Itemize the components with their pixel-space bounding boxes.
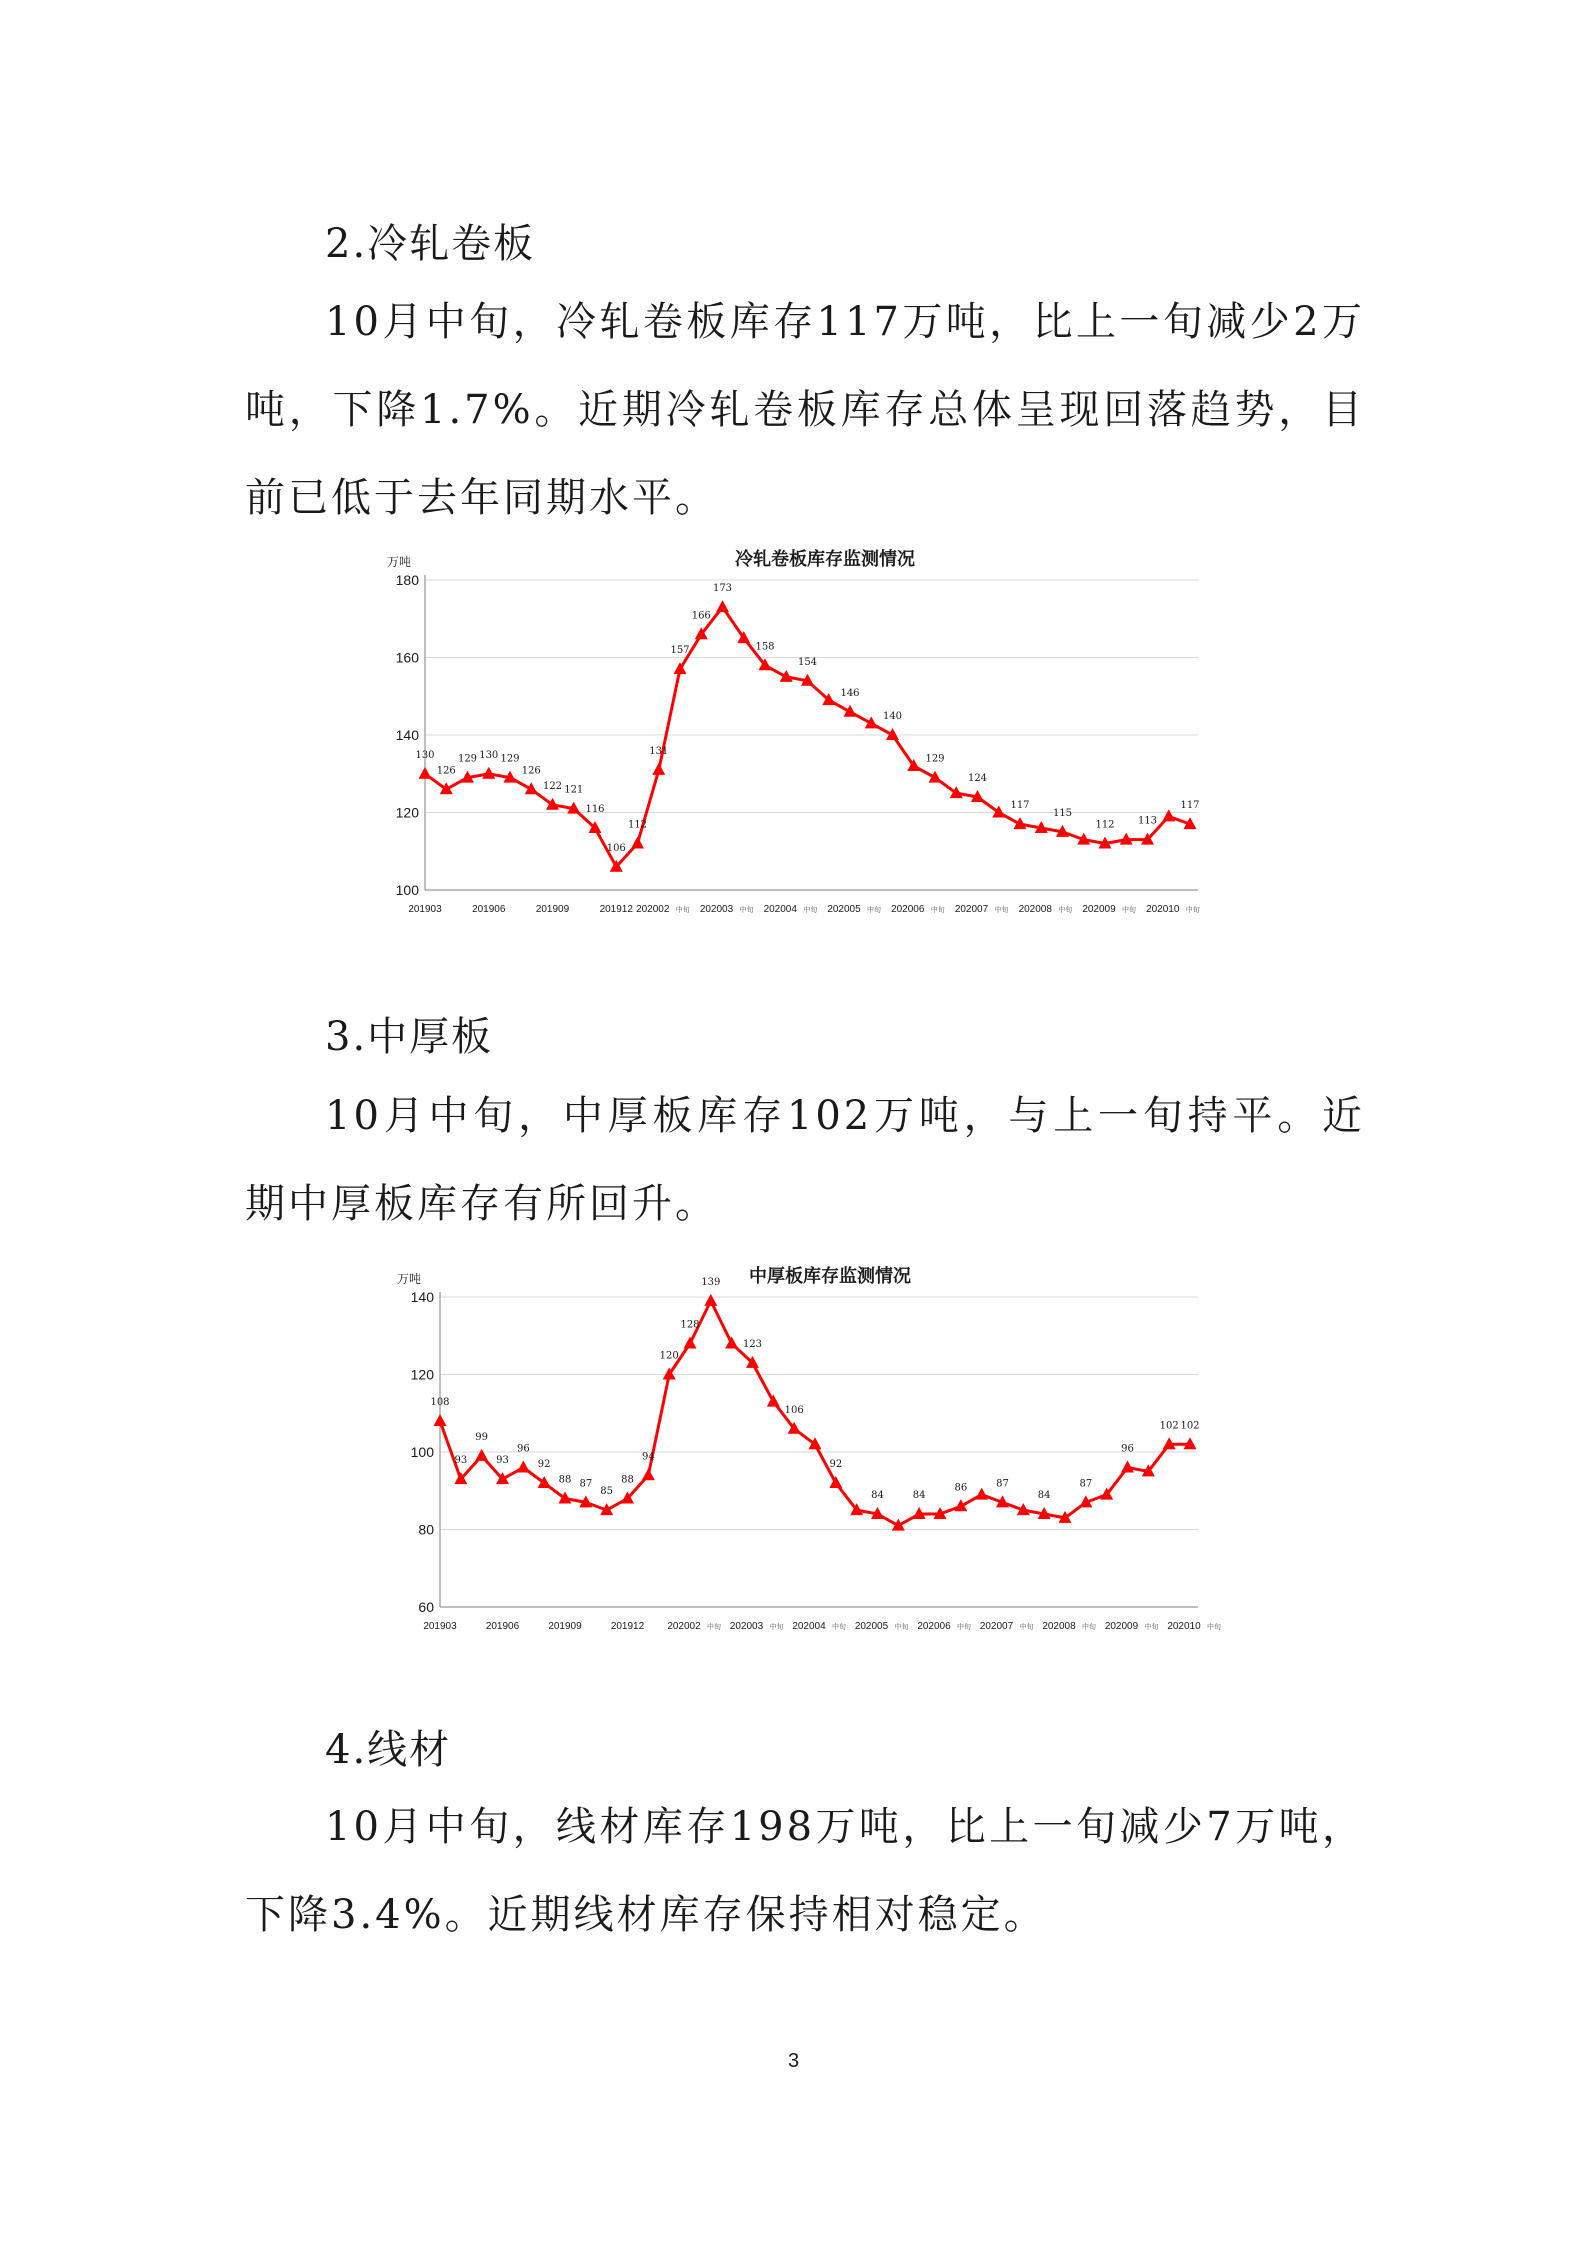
medium-plate-data-label: 87	[579, 1478, 593, 1490]
cold-rolled-x-tick	[636, 904, 690, 915]
medium-plate-data-label: 92	[829, 1459, 843, 1470]
cold-rolled-x-tick-suffix: 中旬	[675, 906, 690, 914]
medium-plate-x-tick-label: 202002	[667, 1621, 701, 1632]
cold-rolled-x-tick	[1082, 904, 1136, 915]
medium-plate-x-tick	[667, 1621, 721, 1632]
page-number: 3	[787, 2050, 800, 2072]
cold-rolled-x-tick-label: 202008	[1018, 904, 1052, 915]
cold-rolled-x-tick-label: 202010	[1146, 904, 1180, 915]
cold-rolled-x-tick	[408, 904, 442, 915]
medium-plate-y-tick-label: 120	[410, 1366, 434, 1383]
cold-rolled-x-tick-label: 202002	[636, 904, 670, 915]
medium-plate-data-point	[975, 1488, 988, 1500]
cold-rolled-x-tick	[891, 904, 945, 915]
medium-plate-x-tick	[423, 1621, 457, 1632]
cold-rolled-data-label: 112	[627, 819, 648, 831]
cold-rolled-x-tick-label: 201912	[599, 904, 633, 915]
cold-rolled-x-tick-label: 202009	[1082, 904, 1116, 915]
medium-plate-data-label: 99	[475, 1431, 489, 1443]
cold-rolled-x-tick	[600, 904, 634, 915]
medium-plate-data-label: 84	[1037, 1490, 1051, 1501]
cold-rolled-data-label: 129	[500, 753, 520, 765]
medium-plate-chart-title: 中厚板库存监测情况	[749, 1266, 911, 1287]
cold-rolled-x-tick-label: 202006	[891, 904, 925, 915]
medium-plate-y-axis-label: 万吨	[397, 1272, 422, 1286]
medium-plate-data-point	[684, 1337, 697, 1349]
cold-rolled-x-tick-suffix: 中旬	[930, 906, 945, 914]
cold-rolled-x-tick-suffix: 中旬	[1185, 906, 1200, 914]
cold-rolled-x-tick-suffix: 中旬	[1058, 906, 1073, 914]
cold-rolled-data-point	[652, 763, 665, 775]
cold-rolled-data-point	[419, 767, 432, 779]
cold-rolled-data-label: 166	[691, 610, 711, 622]
cold-rolled-series-line	[425, 607, 1190, 867]
medium-plate-y-tick-label: 100	[410, 1444, 434, 1460]
medium-plate-x-tick-label: 202006	[917, 1621, 951, 1632]
cold-rolled-x-tick-label: 201909	[535, 904, 570, 915]
medium-plate-y-tick-label: 80	[418, 1521, 434, 1538]
medium-plate-x-tick-label: 202004	[792, 1621, 826, 1632]
cold-rolled-data-label: 121	[564, 784, 584, 796]
medium-plate-x-tick-suffix: 中旬	[832, 1623, 846, 1631]
cold-rolled-data-label: 126	[521, 765, 541, 777]
cold-rolled-x-tick-suffix: 中旬	[994, 906, 1009, 914]
cold-rolled-x-tick	[1146, 904, 1200, 915]
medium-plate-data-label: 88	[621, 1474, 634, 1486]
medium-plate-x-tick-label: 202005	[854, 1621, 889, 1632]
medium-plate-x-tick	[855, 1621, 909, 1632]
cold-rolled-data-label: 157	[670, 645, 690, 657]
cold-rolled-x-tick	[700, 904, 754, 915]
medium-plate-x-tick-label: 202009	[1104, 1621, 1139, 1632]
medium-plate-x-tick	[980, 1621, 1034, 1632]
medium-plate-x-tick-label: 201906	[485, 1621, 520, 1632]
medium-plate-x-tick-label: 201912	[610, 1621, 645, 1632]
cold-rolled-x-tick-label: 202003	[699, 904, 734, 915]
cold-rolled-data-label: 130	[479, 749, 499, 761]
cold-rolled-y-tick-label: 140	[395, 727, 419, 743]
medium-plate-data-label: 96	[1121, 1443, 1134, 1455]
medium-plate-x-tick-suffix: 中旬	[1144, 1623, 1159, 1631]
medium-plate-data-point	[475, 1449, 488, 1461]
cold-rolled-y-tick-label: 180	[395, 572, 419, 588]
paragraph-medium-plate: 10月中旬，中厚板库存102万吨，与上一旬持平。近期中厚板库存有所回升。	[245, 1093, 1365, 1227]
cold-rolled-x-tick-label: 202007	[954, 904, 989, 915]
cold-rolled-chart-title: 冷轧卷板库存监测情况	[735, 549, 915, 570]
cold-rolled-data-label: 117	[1010, 800, 1030, 812]
cold-rolled-data-label: 112	[1095, 819, 1115, 831]
cold-rolled-data-label: 140	[882, 711, 903, 722]
medium-plate-x-tick-label: 202008	[1042, 1621, 1076, 1632]
section-heading-wire-rod: 4.线材	[325, 1727, 452, 1773]
cold-rolled-data-label: 115	[1052, 807, 1073, 819]
cold-rolled-y-tick-label: 120	[395, 804, 419, 821]
medium-plate-x-tick-suffix: 中旬	[957, 1623, 971, 1631]
cold-rolled-data-label: 130	[415, 749, 435, 761]
cold-rolled-x-tick-label: 202005	[827, 904, 861, 915]
cold-rolled-data-point	[482, 767, 495, 779]
medium-plate-data-point	[725, 1337, 738, 1349]
medium-plate-x-tick	[1167, 1621, 1221, 1632]
cold-rolled-x-tick-suffix: 中旬	[739, 906, 754, 914]
medium-plate-data-label: 93	[454, 1455, 468, 1467]
cold-rolled-x-tick	[1019, 904, 1073, 915]
medium-plate-data-label: 106	[784, 1404, 804, 1416]
medium-plate-x-tick	[792, 1621, 846, 1632]
medium-plate-data-label: 84	[871, 1490, 884, 1501]
medium-plate-series-line	[440, 1301, 1190, 1526]
medium-plate-data-label: 93	[496, 1455, 509, 1467]
medium-plate-x-tick-suffix: 中旬	[1207, 1623, 1221, 1631]
medium-plate-x-tick-suffix: 中旬	[894, 1623, 909, 1631]
medium-plate-x-tick-label: 202003	[729, 1621, 764, 1632]
cold-rolled-data-label: 158	[755, 641, 775, 653]
medium-plate-x-tick	[730, 1621, 784, 1632]
medium-plate-x-tick-suffix: 中旬	[1082, 1623, 1096, 1631]
cold-rolled-x-tick-suffix: 中旬	[803, 906, 818, 914]
medium-plate-data-label: 108	[430, 1397, 450, 1408]
cold-rolled-data-label: 117	[1180, 800, 1200, 812]
section-heading-medium-plate: 3.中厚板	[325, 1014, 494, 1060]
cold-rolled-data-point	[546, 798, 559, 810]
medium-plate-x-tick	[548, 1621, 582, 1632]
medium-plate-data-point	[434, 1414, 447, 1426]
cold-rolled-x-tick	[955, 904, 1009, 915]
cold-rolled-data-label: 126	[436, 765, 456, 777]
cold-rolled-y-tick-label: 100	[395, 882, 419, 898]
medium-plate-x-tick-label: 202007	[979, 1621, 1014, 1632]
medium-plate-x-tick-suffix: 中旬	[769, 1623, 784, 1631]
medium-plate-x-tick	[1042, 1621, 1096, 1632]
cold-rolled-x-tick-suffix: 中旬	[1122, 906, 1136, 914]
medium-plate-x-tick	[917, 1621, 971, 1632]
cold-rolled-data-label: 124	[967, 773, 988, 784]
cold-rolled-data-label: 131	[649, 745, 669, 757]
cold-rolled-data-label: 154	[797, 656, 818, 668]
chart-cold-rolled	[385, 545, 1245, 915]
medium-plate-y-tick-label: 140	[410, 1289, 434, 1305]
medium-plate-data-label: 102	[1159, 1420, 1179, 1432]
medium-plate-x-tick-suffix: 中旬	[707, 1623, 721, 1631]
medium-plate-data-point	[829, 1476, 842, 1488]
cold-rolled-x-tick-label: 201903	[408, 904, 442, 915]
section-heading-cold-rolled: 2.冷轧卷板	[325, 221, 536, 267]
cold-rolled-x-tick	[827, 904, 881, 915]
medium-plate-data-label: 88	[558, 1474, 572, 1486]
medium-plate-data-point	[642, 1468, 655, 1480]
medium-plate-data-label: 87	[996, 1478, 1009, 1490]
medium-plate-data-label: 87	[1079, 1478, 1093, 1490]
medium-plate-data-point	[1121, 1461, 1134, 1473]
cold-rolled-data-point	[1162, 809, 1175, 821]
medium-plate-data-label: 102	[1180, 1420, 1200, 1432]
medium-plate-data-label: 85	[600, 1486, 614, 1498]
medium-plate-x-tick-label: 201909	[548, 1621, 582, 1632]
cold-rolled-x-tick-label: 201906	[472, 904, 506, 915]
cold-rolled-data-label: 122	[542, 780, 563, 792]
medium-plate-y-tick-label: 60	[418, 1599, 434, 1615]
medium-plate-x-tick-label: 201903	[423, 1621, 457, 1632]
cold-rolled-data-label: 129	[457, 753, 478, 765]
cold-rolled-data-point	[631, 837, 644, 849]
cold-rolled-x-tick	[764, 904, 818, 915]
chart-medium-plate-svg	[395, 1262, 1245, 1632]
paragraph-cold-rolled: 10月中旬，冷轧卷板库存117万吨，比上一旬减少2万吨，下降1.7%。近期冷轧卷板库存总体呈现回落趋势，目前已低于去年同期水平。	[245, 299, 1365, 521]
medium-plate-data-label: 94	[641, 1451, 655, 1463]
medium-plate-data-label: 92	[537, 1459, 551, 1470]
medium-plate-data-label: 139	[701, 1276, 721, 1288]
medium-plate-data-label: 84	[912, 1490, 926, 1501]
cold-rolled-data-label: 113	[1137, 815, 1158, 827]
medium-plate-x-tick	[1105, 1621, 1159, 1632]
cold-rolled-data-label: 146	[840, 687, 860, 699]
cold-rolled-x-tick-suffix: 中旬	[867, 906, 881, 914]
cold-rolled-x-tick-label: 202004	[763, 904, 797, 915]
medium-plate-x-tick	[486, 1621, 520, 1632]
cold-rolled-x-tick	[472, 904, 506, 915]
cold-rolled-x-tick	[536, 904, 570, 915]
cold-rolled-data-label: 116	[585, 804, 605, 815]
medium-plate-data-point	[704, 1294, 717, 1306]
cold-rolled-data-label: 173	[712, 583, 733, 595]
cold-rolled-data-label: 106	[606, 842, 626, 854]
cold-rolled-y-axis-label: 万吨	[387, 555, 412, 569]
paragraph-wire-rod: 10月中旬，线材库存198万吨，比上一旬减少7万吨，下降3.4%。近期线材库存保持相对稳定。	[245, 1804, 1365, 1938]
cold-rolled-y-tick-label: 160	[395, 649, 419, 666]
medium-plate-data-point	[767, 1395, 780, 1407]
medium-plate-x-tick-suffix: 中旬	[1019, 1623, 1034, 1631]
medium-plate-data-label: 96	[516, 1443, 530, 1455]
medium-plate-data-label: 86	[954, 1482, 968, 1494]
chart-cold-rolled-svg	[385, 545, 1245, 915]
medium-plate-x-tick-label: 202010	[1167, 1621, 1201, 1632]
medium-plate-data-label: 120	[659, 1350, 679, 1362]
medium-plate-data-label: 123	[742, 1338, 763, 1350]
chart-medium-plate	[395, 1262, 1245, 1632]
cold-rolled-data-point	[716, 600, 729, 612]
medium-plate-x-tick	[611, 1621, 645, 1632]
cold-rolled-data-label: 129	[925, 753, 945, 765]
medium-plate-data-point	[517, 1461, 530, 1473]
medium-plate-data-label: 128	[680, 1319, 700, 1331]
